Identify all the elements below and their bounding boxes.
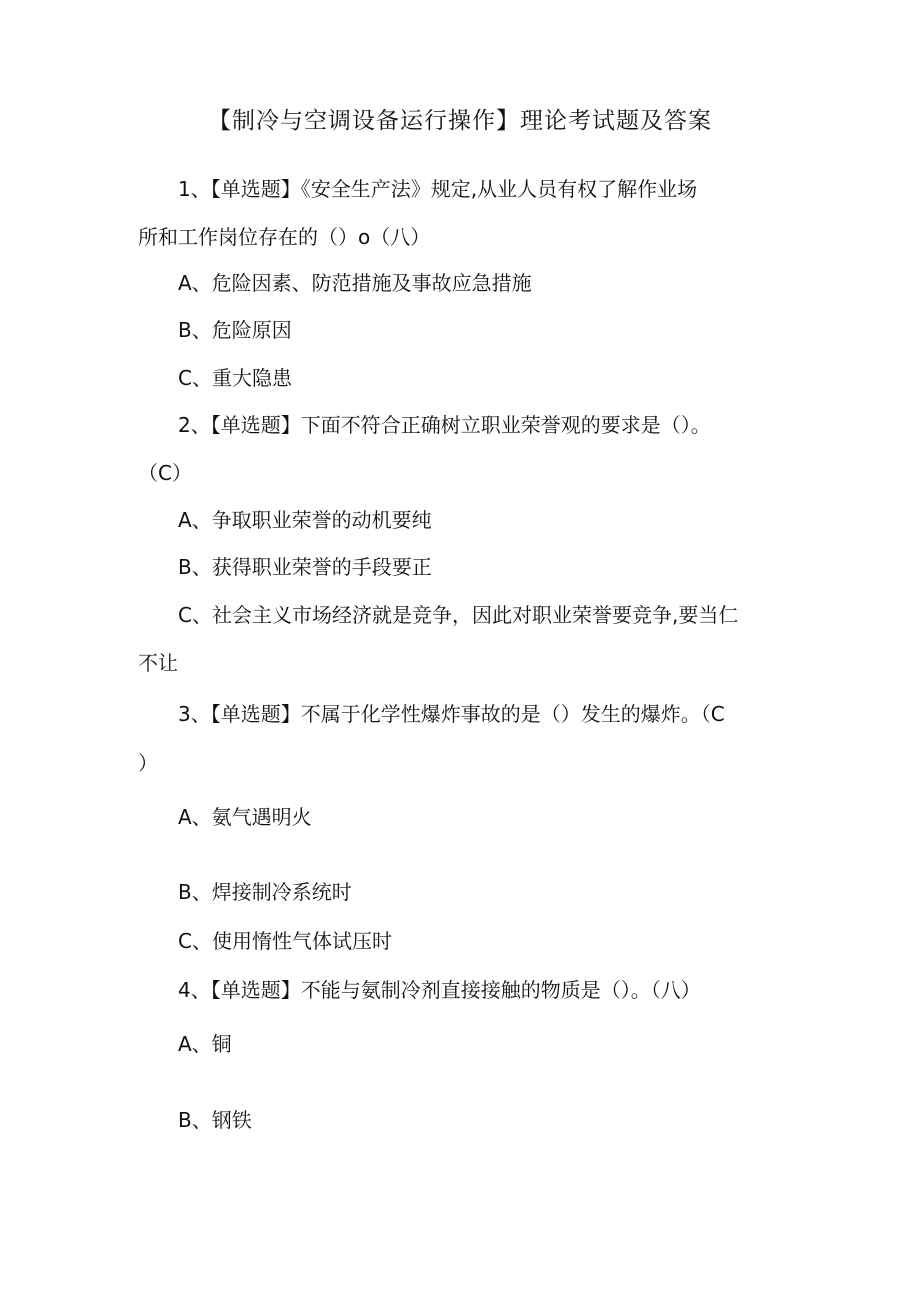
document-title: 【制冷与空调设备运行操作】理论考试题及答案 [208,108,712,134]
question-4-text: 4、【单选题】不能与氨制冷剂直接接触的物质是（）。（八） [178,978,701,1002]
question-2-option-c-continued: 不让 [138,651,178,675]
question-3-option-c: C、使用惰性气体试压时 [178,929,392,953]
question-3-option-a: A、氨气遇明火 [178,805,312,829]
question-2-text-continued: （C） [138,461,192,485]
question-2-text: 2、【单选题】下面不符合正确树立职业荣誉观的要求是（）。 [178,413,711,437]
question-2-option-b: B、获得职业荣誉的手段要正 [178,555,432,579]
question-1-option-a: A、危险因素、防范措施及事故应急措施 [178,271,532,295]
question-2-option-a: A、争取职业荣誉的动机要纯 [178,508,432,532]
question-1-option-b: B、危险原因 [178,318,292,342]
question-1-text-continued: 所和工作岗位存在的（）o（八） [138,225,431,249]
question-4-option-b: B、钢铁 [178,1108,252,1132]
question-4-option-a: A、铜 [178,1032,232,1056]
question-3-option-b: B、焊接制冷系统时 [178,880,352,904]
question-3-text: 3、【单选题】不属于化学性爆炸事故的是（）发生的爆炸。（C [178,702,725,726]
question-3-text-continued: ） [138,751,158,775]
question-1-option-c: C、重大隐患 [178,366,292,390]
question-2-option-c: C、社会主义市场经济就是竞争，因此对职业荣誉要竞争,要当仁 [178,603,739,627]
question-1-text: 1、【单选题】《安全生产法》规定,从业人员有权了解作业场 [178,177,698,201]
